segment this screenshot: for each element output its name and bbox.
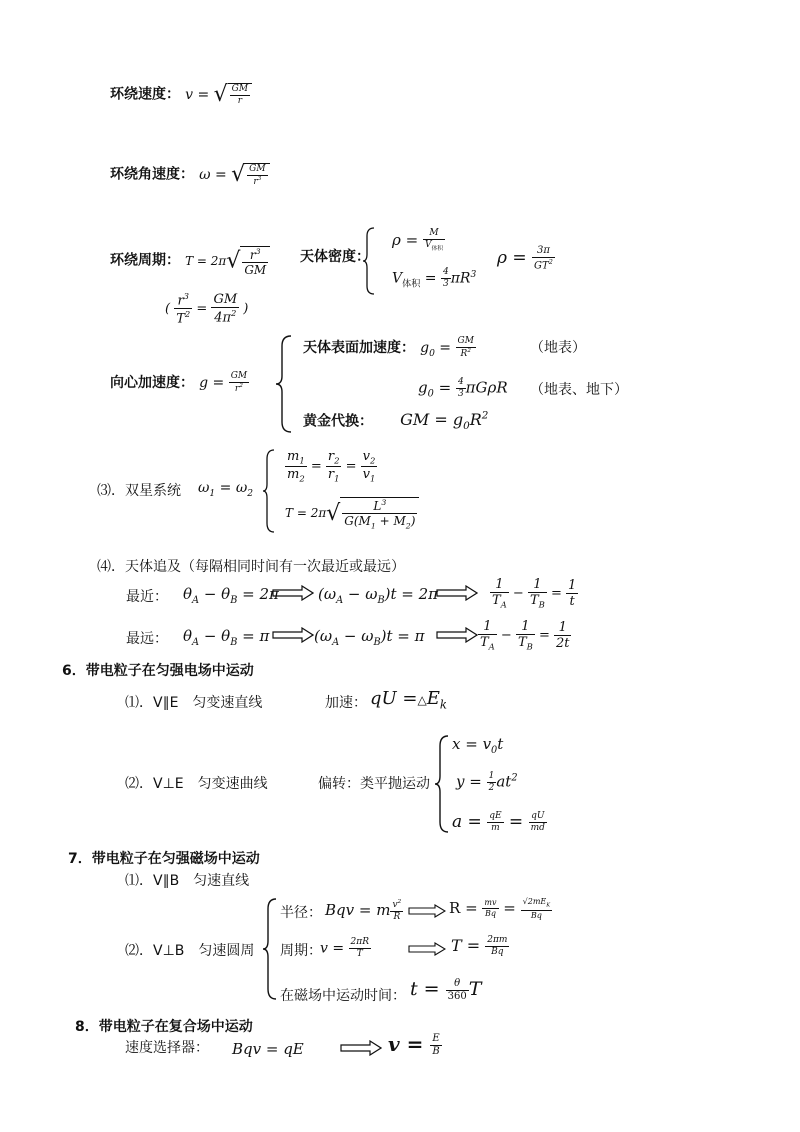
kepler-ratio: ( $\frac{r^3}{T^2}$ = $\frac{GM}{4\pi^2}$ ): [165, 291, 249, 327]
s7-item-1: ⑴．V∥B 匀速直线: [125, 873, 250, 889]
s6-deflect-label: 偏转：类平抛运动: [318, 776, 430, 792]
note-surface-under: （地表、地下）: [530, 382, 628, 398]
orbit-angular-formula: ω = √ $\frac{GM}{r^3}$: [199, 167, 269, 183]
golden-formula: GM = $g_0R^2$: [400, 410, 489, 433]
farthest-formula-3: $\frac{1}{T_A}$ − $\frac{1}{T_B}$ = $\frac{1}{2t}$: [480, 619, 570, 652]
nearest-formula-3: $\frac{1}{T_A}$ − $\frac{1}{T_B}$ = $\frac{1}{t}$: [492, 577, 577, 610]
density-brace-icon: [362, 226, 376, 300]
deflect-y-formula: y = $\frac{1}{2}$ $at^2$: [456, 771, 518, 793]
centripetal-label: 向心加速度：: [110, 375, 194, 391]
orbit-period-formula: T = 2π√ $\frac{r^3}{GM}$: [185, 254, 270, 268]
chase-title: ⑷．天体追及（每隔相同时间有一次最近或最远）: [97, 559, 405, 575]
surface-under-formula: $g_0$ = $\frac{4}{3}$ πGρR: [418, 377, 508, 400]
nearest-formula-1: $\theta_A - \theta_B = 2\pi$: [183, 585, 279, 606]
section-6-title: 6．带电粒子在匀强电场中运动: [62, 663, 254, 679]
nearest-label: 最近：: [126, 589, 168, 605]
section-7-title: 7．带电粒子在匀强磁场中运动: [68, 851, 260, 867]
surface-accel-formula: $g_0$ = $\frac{GM}{R^2}$: [420, 336, 474, 359]
golden-label: 黄金代换：: [303, 413, 373, 430]
farthest-formula-2: $(\omega_A - \omega_B)t = \pi$: [314, 627, 425, 648]
deflect-x-formula: $x = v_0t$: [452, 735, 504, 756]
s7-time-label: 在磁场中运动时间：: [280, 988, 406, 1004]
s7-period-formula-2: T = $\frac{2\pi m}{Bq}$: [451, 935, 508, 957]
s7-radius-label: 半径：: [280, 905, 322, 921]
note-surface: （地表）: [530, 340, 586, 356]
arrow-icon: [272, 627, 314, 647]
deflect-brace-icon: [434, 734, 450, 838]
s7-radius-formula-1: Bqv = m $\frac{v^2}{R}$: [325, 899, 402, 922]
s6-accel-label: 加速：: [325, 695, 367, 711]
nearest-formula-2: $(\omega_A - \omega_B)t = 2\pi$: [318, 585, 439, 606]
arrow-icon: [408, 941, 446, 960]
binary-label: ⑶．双星系统: [97, 483, 181, 499]
orbit-speed-label: 环绕速度：: [110, 86, 180, 103]
s6-accel-formula: qU $=\triangle E_k$: [370, 688, 447, 712]
arrow-icon: [436, 585, 478, 605]
golden-row: [303, 410, 488, 433]
orbit-angular-label: 环绕角速度：: [110, 166, 194, 183]
farthest-formula-1: $\theta_A - \theta_B = \pi$: [183, 627, 270, 648]
orbit-period-label: 环绕周期：: [110, 252, 180, 269]
s6-item-1: ⑴．V∥E 匀变速直线: [125, 695, 263, 711]
magnetic-brace-icon: [262, 897, 278, 1005]
farthest-label: 最远：: [126, 631, 168, 647]
orbit-speed-row: [110, 82, 252, 107]
density-formula-3: ρ = $\frac{3\pi}{GT^2}$: [497, 245, 553, 272]
arrow-icon: [272, 585, 314, 605]
binary-omega-formula: $\omega_1 = \omega_2$: [198, 480, 254, 499]
centripetal-row: [110, 372, 249, 394]
binary-period-formula: T = 2π√ $\frac{L^3}{G(M_1 + M_2)}$: [285, 497, 419, 530]
s7-period-label: 周期：: [280, 943, 322, 959]
density-formula-1: ρ = $\frac{M}{V_{体积}}$: [392, 228, 444, 252]
s8-selector-formula-2: v = $\frac{E}{B}$: [388, 1032, 440, 1057]
orbit-period-row: [110, 246, 270, 276]
s7-period-formula-1: v = $\frac{2\pi R}{T}$: [320, 937, 369, 959]
binary-brace-icon: [262, 448, 276, 538]
section-8-title: 8．带电粒子在复合场中运动: [75, 1019, 253, 1035]
s8-selector-formula-1: Bqv = qE: [232, 1040, 304, 1058]
s7-time-formula: t = $\frac{\theta}{360}$ T: [410, 977, 482, 1002]
density-formula-2: $V_{体积}$ = $\frac{4}{3}$ $\pi R^3$: [392, 267, 477, 290]
arrow-icon: [436, 627, 478, 647]
deflect-a-formula: a = $\frac{qE}{m}$ = $\frac{qU}{md}$: [452, 811, 545, 833]
density-label: 天体密度：: [300, 249, 370, 265]
s7-radius-formula-2: R = $\frac{mv}{Bq}$ = $\frac{√2mE_K}{Bq}$: [449, 897, 551, 920]
gravity-brace-icon: [275, 334, 293, 438]
s8-selector-label: 速度选择器：: [125, 1040, 209, 1056]
s7-item-2: ⑵．V⊥B 匀速圆周: [125, 943, 255, 959]
s6-item-2: ⑵．V⊥E 匀变速曲线: [125, 776, 268, 792]
orbit-angular-row: [110, 162, 270, 187]
binary-ratio-formula: $\frac{m_1}{m_2}$ = $\frac{r_2}{r_1}$ = $\frac{v_2}{v_1}$: [287, 449, 376, 484]
arrow-icon: [340, 1040, 382, 1060]
orbit-speed-formula: v = √ $\frac{GM}{r}$: [185, 87, 252, 103]
surface-accel-row: [303, 337, 476, 359]
arrow-icon: [408, 903, 446, 922]
centripetal-formula: g = $\frac{GM}{r^2}$: [199, 371, 248, 394]
surface-accel-label: 天体表面加速度：: [303, 340, 415, 356]
